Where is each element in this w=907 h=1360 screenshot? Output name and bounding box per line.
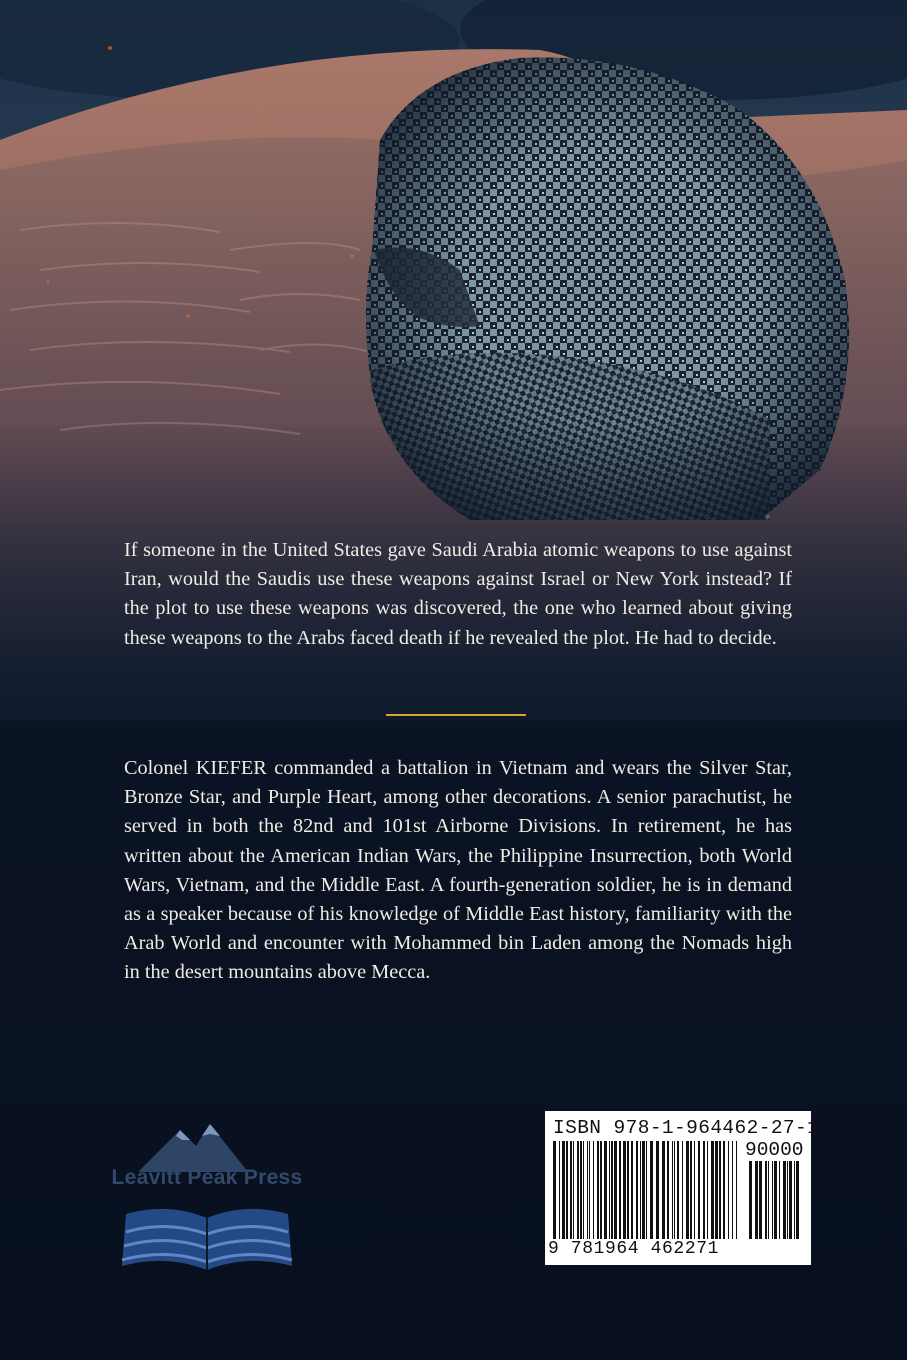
barcode-bar: [619, 1141, 621, 1239]
barcode-bar: [623, 1141, 626, 1239]
barcode-bar: [562, 1141, 565, 1239]
publisher-name: Leavitt Peak Press: [111, 1166, 303, 1189]
barcode-bar: [719, 1141, 721, 1239]
barcode-bar: [768, 1161, 769, 1239]
barcode-bar: [682, 1141, 683, 1239]
barcode-bar: [707, 1141, 708, 1239]
barcode-bar: [570, 1141, 572, 1239]
barcode-bar: [577, 1141, 579, 1239]
barcode-bar: [736, 1141, 737, 1239]
barcode-bar: [573, 1141, 574, 1239]
publisher-logo: [98, 1120, 316, 1280]
barcode-bar: [559, 1141, 560, 1239]
barcode-bar: [600, 1141, 602, 1239]
addon-barcode-bars: [749, 1161, 805, 1241]
price-code: 90000: [745, 1139, 804, 1161]
barcode-bar: [589, 1141, 590, 1239]
ean-digits: 9 781964 462271: [548, 1239, 720, 1259]
barcode-bar: [774, 1161, 777, 1239]
barcode-bar: [580, 1141, 582, 1239]
barcode-bar: [593, 1141, 594, 1239]
barcode-bar: [690, 1141, 692, 1239]
barcode-bar: [566, 1141, 568, 1239]
barcode-bar: [597, 1141, 599, 1239]
ean-barcode-bars: [553, 1141, 743, 1241]
barcode-bar: [642, 1141, 645, 1239]
barcode-bar: [614, 1141, 617, 1239]
barcode-bar: [755, 1161, 758, 1239]
barcode-bar: [686, 1141, 689, 1239]
barcode-bar: [631, 1141, 633, 1239]
barcode-bar: [715, 1141, 718, 1239]
barcode-bar: [759, 1161, 762, 1239]
barcode-bar: [627, 1141, 629, 1239]
section-divider: [386, 714, 526, 716]
barcode-bar: [796, 1161, 799, 1239]
barcode-bar: [723, 1141, 725, 1239]
barcode-bar: [553, 1141, 556, 1239]
barcode-bar: [787, 1161, 788, 1239]
barcode-bar: [656, 1141, 659, 1239]
barcode-bar: [583, 1141, 584, 1239]
barcode-bar: [711, 1141, 714, 1239]
barcode-bar: [703, 1141, 705, 1239]
barcode-bar: [732, 1141, 733, 1239]
synopsis-paragraph: If someone in the United States gave Saudi Arabia atomic weapons to use against Iran, would the Saudis use these weapons against Israel or New York instead? If the plot to use these weapons was discovered, the one who learned about giving these weapons to the Arabs faced death if he revealed the plot. He had to decide.: [124, 539, 792, 649]
barcode-bar: [765, 1161, 767, 1239]
barcode-bar: [749, 1161, 752, 1239]
barcode-bar: [794, 1161, 795, 1239]
barcode-bar: [611, 1141, 613, 1239]
barcode-bar: [674, 1141, 675, 1239]
barcode-bar: [646, 1141, 647, 1239]
barcode-bar: [667, 1141, 669, 1239]
barcode-bar: [779, 1161, 780, 1239]
barcode-bar: [677, 1141, 679, 1239]
barcode-bar: [694, 1141, 695, 1239]
barcode-bar: [772, 1161, 773, 1239]
barcode-bar: [587, 1141, 588, 1239]
isbn-barcode: [545, 1111, 820, 1265]
mountain-book-icon: [98, 1120, 316, 1280]
author-bio-paragraph: Colonel KIEFER commanded a battalion in Vietnam and wears the Silver Star, Bronze Star, and Purple Heart, among other decorations. A senior parachutist, he served in both the 82nd and 101st Airborne Divisions. In retirement, he has written about the American Indian Wars, the Philippine Insurrection, both World Wars, Vietnam, and the Middle East. A fourth-generation soldier, he is in demand as a speaker because of his knowledge of Middle East history, familiarity with the Arab World and encounter with Mohammed bin Laden among the Nomads high in the desert mountains above Mecca.: [124, 757, 792, 984]
barcode-bar: [636, 1141, 638, 1239]
barcode-bar: [789, 1161, 792, 1239]
barcode-bar: [609, 1141, 610, 1239]
barcode-bar: [672, 1141, 673, 1239]
barcode-bar: [698, 1141, 700, 1239]
isbn-label: ISBN 978-1-964462-27-1: [553, 1117, 820, 1139]
barcode-bar: [650, 1141, 653, 1239]
barcode-bar: [604, 1141, 607, 1239]
barcode-bar: [783, 1161, 786, 1239]
barcode-bar: [728, 1141, 729, 1239]
barcode-bar: [662, 1141, 665, 1239]
barcode-bar: [640, 1141, 641, 1239]
